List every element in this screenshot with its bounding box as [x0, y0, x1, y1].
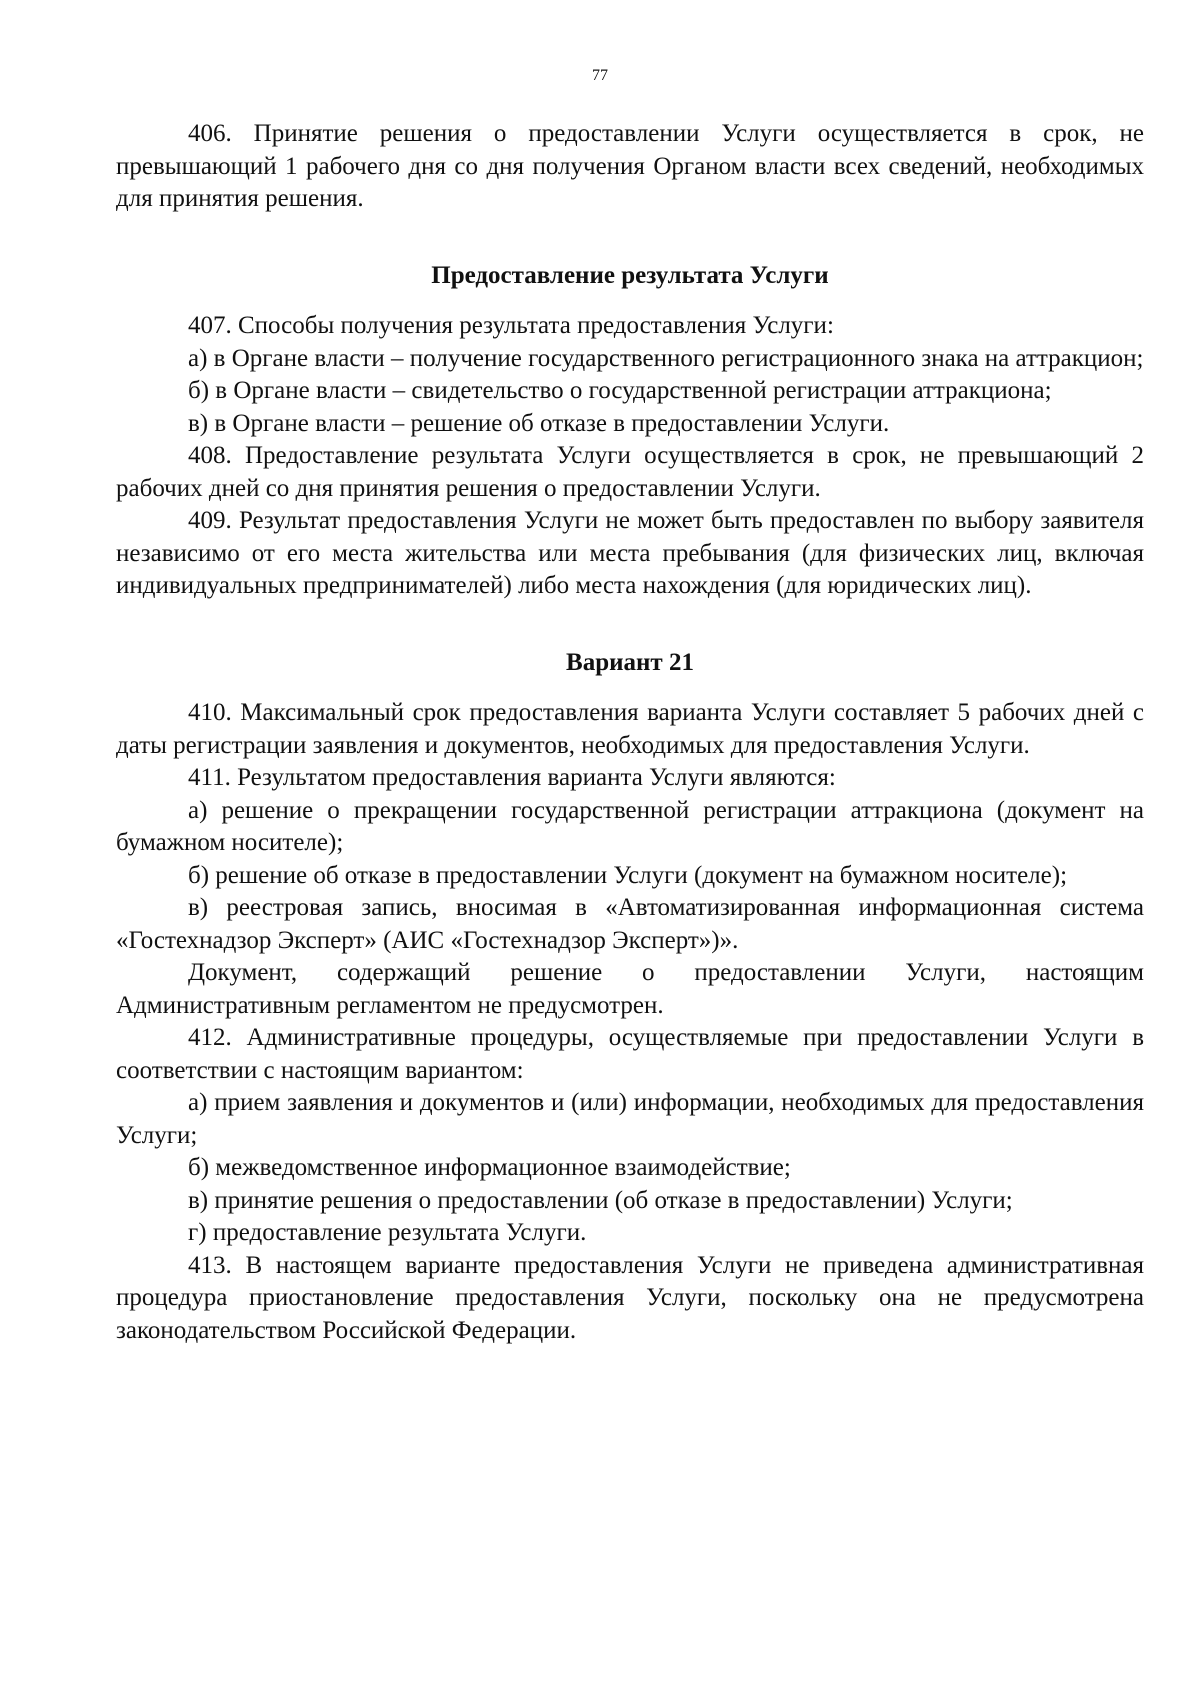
list-item-412-v: в) принятие решения о предоставлении (об отказе в предоставлении) Услуги; [188, 1186, 1013, 1214]
list-item-411-v: в) реестровая запись, вносимая в «Автоматизированная информационная система «Гостехнадзор Эксперт» (АИС «Гостехнадзор Эксперт»)». [116, 894, 1144, 954]
list-item-411-a: а) решение о прекращении государственной регистрации аттракциона (документ на бумажном носителе); [116, 796, 1144, 856]
list-item-411-b: б) решение об отказе в предоставлении Услуги (документ на бумажном носителе); [188, 861, 1068, 889]
paragraph-407: 407. Способы получения результата предоставления Услуги: [188, 312, 834, 339]
paragraph-410: 410. Максимальный срок предоставления варианта Услуги составляет 5 рабочих дней с даты регистрации заявления и документов, необходимых для предоставления Услуги. [116, 699, 1144, 759]
paragraph-406: 406. Принятие решения о предоставлении Услуги осуществляется в срок, не превышающий 1 рабочего дня со дня получения Органом власти всех сведений, необходимых для принятия решения. [116, 120, 1144, 212]
document-body [116, 118, 1144, 1347]
list-item-412-b: б) межведомственное информационное взаимодействие; [188, 1154, 791, 1181]
paragraph-409: 409. Результат предоставления Услуги не может быть предоставлен по выбору заявителя независимо от его места жительства или места пребывания (для физических лиц, включая индивидуальных предпринимателей) либо места нахождения (для юридических лиц). [116, 507, 1144, 599]
list-item-407-v: в) в Органе власти – решение об отказе в предоставлении Услуги. [188, 409, 890, 437]
list-item-407-a: а) в Органе власти – получение государственного регистрационного знака на аттракцион; [188, 344, 1144, 372]
paragraph-411-note: Документ, содержащий решение о предоставлении Услуги, настоящим Административным регламентом не предусмотрен. [116, 959, 1144, 1019]
section-heading-variant-21: Вариант 21 [566, 648, 694, 676]
page-number: 77 [592, 67, 608, 84]
list-item-412-a: а) прием заявления и документов и (или) информации, необходимых для предоставления Услуги; [116, 1089, 1144, 1149]
section-heading-result: Предоставление результата Услуги [431, 261, 829, 289]
paragraph-408: 408. Предоставление результата Услуги осуществляется в срок, не превышающий 2 рабочих дней со дня принятия решения о предоставлении Услуги. [116, 442, 1144, 502]
list-item-412-g: г) предоставление результата Услуги. [188, 1219, 587, 1246]
paragraph-411: 411. Результатом предоставления варианта Услуги являются: [188, 764, 836, 791]
paragraph-412: 412. Административные процедуры, осуществляемые при предоставлении Услуги в соответствии с настоящим вариантом: [116, 1024, 1144, 1084]
list-item-407-b: б) в Органе власти – свидетельство о государственной регистрации аттракциона; [188, 377, 1052, 404]
paragraph-413: 413. В настоящем варианте предоставления Услуги не приведена административная процедура приостановление предоставления Услуги, поскольку она не предусмотрена законодательством Российской Федерации. [116, 1251, 1144, 1344]
